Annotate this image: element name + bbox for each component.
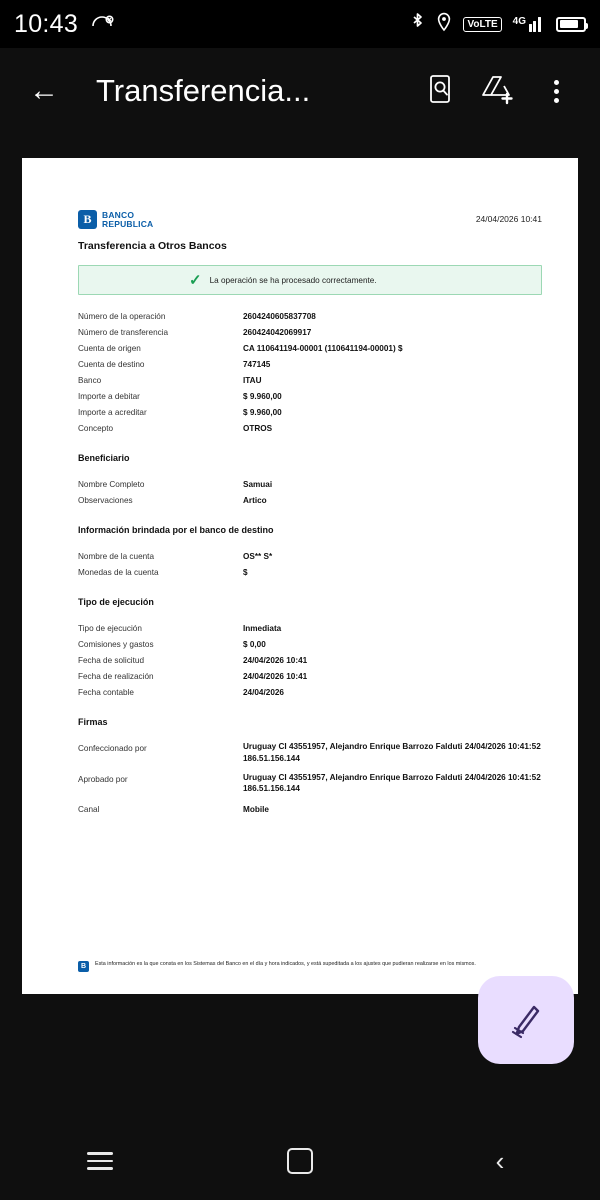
row-value: Samuai [243,479,273,489]
row-label: Aprobado por [78,774,128,784]
row-value: Mobile [243,805,269,815]
row-value: OS** S* [243,551,273,561]
bank-logo-mark-small: B [78,961,89,972]
table-row [78,685,542,701]
row-label: Nombre de la cuenta [78,551,155,561]
add-to-drive-button[interactable] [472,65,524,117]
add-to-drive-icon [480,73,516,110]
row-value: $ 9.960,00 [243,407,282,417]
section-rows-beneficiario [78,477,542,509]
section-title-firmas: Firmas [78,716,108,727]
nav-back-button[interactable] [460,1133,540,1189]
row-label: Fecha de realización [78,671,154,681]
back-button[interactable] [18,65,70,117]
home-button[interactable] [260,1133,340,1189]
table-row [78,549,542,565]
row-value: $ [243,567,248,577]
table-row [78,373,542,389]
row-value: Uruguay CI 43551957, Alejandro Enrique Barrozo Falduti 24/04/2026 10:41:52 186.51.156.144 [243,772,541,794]
section-rows-info-banco-destino [78,549,542,581]
row-value: Inmediata [243,623,282,633]
table-row [78,493,542,509]
status-bar-left [14,10,116,39]
bank-logo-mark: B [78,210,97,229]
row-label: Fecha contable [78,687,134,697]
section-rows-firmas [78,741,542,819]
network-type-label: 4G [512,16,526,27]
document-scan-button[interactable] [414,65,466,117]
table-row [78,325,542,341]
table-row [78,637,542,653]
row-value: $ 0,00 [243,639,266,649]
bank-logo-text [102,211,153,229]
row-label: Fecha de solicitud [78,655,144,665]
row-label: Cuenta de origen [78,343,141,353]
row-label: Confeccionado por [78,743,147,753]
row-value: 24/04/2026 [243,687,284,697]
table-row [78,565,542,581]
table-row [78,772,542,796]
row-value: CA 110641194-00001 (110641194-00001) $ [243,343,403,353]
document-page[interactable] [22,158,578,994]
row-label: Tipo de ejecución [78,623,142,633]
main-details-list [78,309,542,437]
row-value: Uruguay CI 43551957, Alejandro Enrique Barrozo Falduti 24/04/2026 10:41:52 186.51.156.144 [243,741,541,763]
check-icon: ✓ [189,271,202,289]
home-icon [287,1148,313,1174]
table-row [78,621,542,637]
document-title: Transferencia a Otros Bancos [78,240,227,252]
section-rows-tipo-ejecucion [78,621,542,701]
signal-icon [513,16,545,32]
bluetooth-icon [410,11,425,38]
row-value: 24/04/2026 10:41 [243,671,308,681]
success-banner [78,265,542,295]
row-label: Monedas de la cuenta [78,567,159,577]
row-label: Importe a debitar [78,391,140,401]
location-icon [436,12,452,37]
app-bar [0,48,600,134]
recents-icon [87,1152,113,1170]
back-arrow-icon: ← [29,74,59,107]
success-banner-text: La operación se ha procesado correctamente. [209,275,377,285]
row-value: Artico [243,495,267,505]
page-title: Transferencia... [96,73,311,108]
table-row [78,389,542,405]
table-row [78,669,542,685]
document-content [22,158,578,970]
row-value: ITAU [243,375,262,385]
row-value: $ 9.960,00 [243,391,282,401]
system-navigation-bar [0,1122,600,1200]
document-date: 24/04/2026 10:41 [475,214,542,224]
status-bar-right [410,11,586,38]
row-label: Importe a acreditar [78,407,147,417]
more-options-icon [554,80,559,103]
table-row [78,421,542,437]
row-value: 24/04/2026 10:41 [243,655,308,665]
section-title-info-banco-destino: Información brindada por el banco de destino [78,524,274,535]
volte-icon: VoLTE [463,17,501,32]
document-footer [78,961,542,972]
table-row [78,341,542,357]
bank-name-line2: REPUBLICA [102,218,154,229]
row-label: Número de la operación [78,312,166,321]
row-value: 747145 [243,359,271,369]
table-row [78,653,542,669]
table-row [78,405,542,421]
row-label: Canal [78,805,100,815]
row-label: Concepto [78,423,114,433]
row-label: Nombre Completo [78,479,145,489]
row-value: 2604240605837708 [243,312,316,321]
back-chevron-icon: ‹ [495,1146,505,1176]
markup-fab-button[interactable] [478,976,574,1064]
battery-icon [556,17,586,32]
dnd-icon [90,12,116,37]
document-scan-icon [425,73,455,110]
row-value: OTROS [243,423,273,433]
row-value: 260424042069917 [243,327,312,337]
recents-button[interactable] [60,1133,140,1189]
markup-pen-icon [504,998,548,1042]
more-options-button[interactable] [530,65,582,117]
table-row [78,309,542,325]
row-label: Cuenta de destino [78,359,145,369]
document-header [78,210,542,229]
footer-disclaimer: Esta información es la que consta en los Sistemas del Banco en el día y hora indicados, y está supeditada a los ajustes que pudieran realizarse en los mismos. [95,961,476,967]
row-label: Comisiones y gastos [78,639,154,649]
table-row [78,802,542,818]
row-label: Número de transferencia [78,327,169,337]
bank-logo [78,210,153,229]
table-row [78,741,542,765]
table-row [78,477,542,493]
section-title-tipo-ejecucion: Tipo de ejecución [78,596,154,607]
bank-name-line1: BANCO [102,209,135,220]
section-title-beneficiario: Beneficiario [78,452,130,463]
status-bar [0,0,600,48]
row-label: Observaciones [78,495,133,505]
row-label: Banco [78,375,102,385]
table-row [78,357,542,373]
status-clock: 10:43 [14,9,79,38]
